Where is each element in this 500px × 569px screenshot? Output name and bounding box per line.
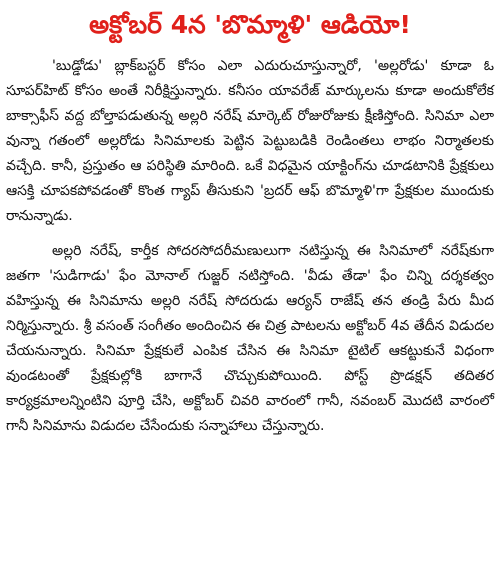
article-paragraph: 'బుడ్డోడు' బ్లాక్‌బస్టర్ కోసం ఎలా ఎదురుచూస్తున్నారో, 'అల్లరోడు' కూడా ఓ సూపర్‌హిట్ కోసం అంతే నిరీక్షిస్తున్నారు. కనీసం యావరేజ్ మార్కులను కూడా అందుకోలేక బాక్సాఫీస్ వద్ద బోల్తాపడుతున్న అల్లరి నరేష్ మార్కెట్ రోజురోజుకు క్షీణిస్తోంది. సినిమా ఎలా వున్నా గతంలో అల్లరోడు సినిమాలకు పెట్టిన పెట్టుబడికి రెండింతలు లాభం నిర్మాతలకు వచ్చేది. కానీ, ప్రస్తుతం ఆ పరిస్థితి మారింది. ఒకే విధమైన యాక్టింగ్‌ను చూడటానికి ప్రేక్షకులు ఆసక్తి చూపకపోవడంతో కొంత గ్యాప్ తీసుకుని 'బ్రదర్ ఆఫ్ బొమ్మాళి'గా ప్రేక్షకుల ముందుకు రానున్నాడు. [6,58,494,224]
headline: అక్టోబర్ 4న 'బొమ్మాళి' ఆడియో! [89,10,411,39]
article-paragraph: అల్లరి నరేష్, కార్తీక సోదరసోదరీమణులుగా నటిస్తున్న ఈ సినిమాలో నరేష్‌కుగా జతగా 'సుడిగాడు' ఫేం మోనాల్ గుజ్జర్ నటిస్తోంది. 'వీడు తేడా' ఫేం చిన్ని దర్శకత్వం వహిస్తున్న ఈ సినిమాను అల్లరి నరేష్ సోదరుడు ఆర్యన్ రాజేష్ తన తండ్రి పేరు మీద నిర్మిస్తున్నారు. శ్రీ వసంత్ సంగీతం అందించిన ఈ చిత్ర పాటలను అక్టోబర్ 4వ తేదీన విడుదల చేయనున్నారు. సినిమా ప్రేక్షకులే ఎంపిక చేసిన ఈ సినిమా టైటిల్ ఆకట్టుకునే విధంగా వుండటంతో ప్రేక్షకుల్లోకి బాగానే చొచ్చుకుపోయింది. పోస్ట్ ప్రొడక్షన్ తదితర కార్యక్రమాలన్నింటిని పూర్తి చేసి, అక్టోబర్ చివరి వారంలో గానీ, నవంబర్ మొదటి వారంలో గానీ సినిమాను విడుదల చేసేందుకు సన్నాహాలు చేస్తున్నారు. [6,243,494,434]
article-body [6,54,494,439]
